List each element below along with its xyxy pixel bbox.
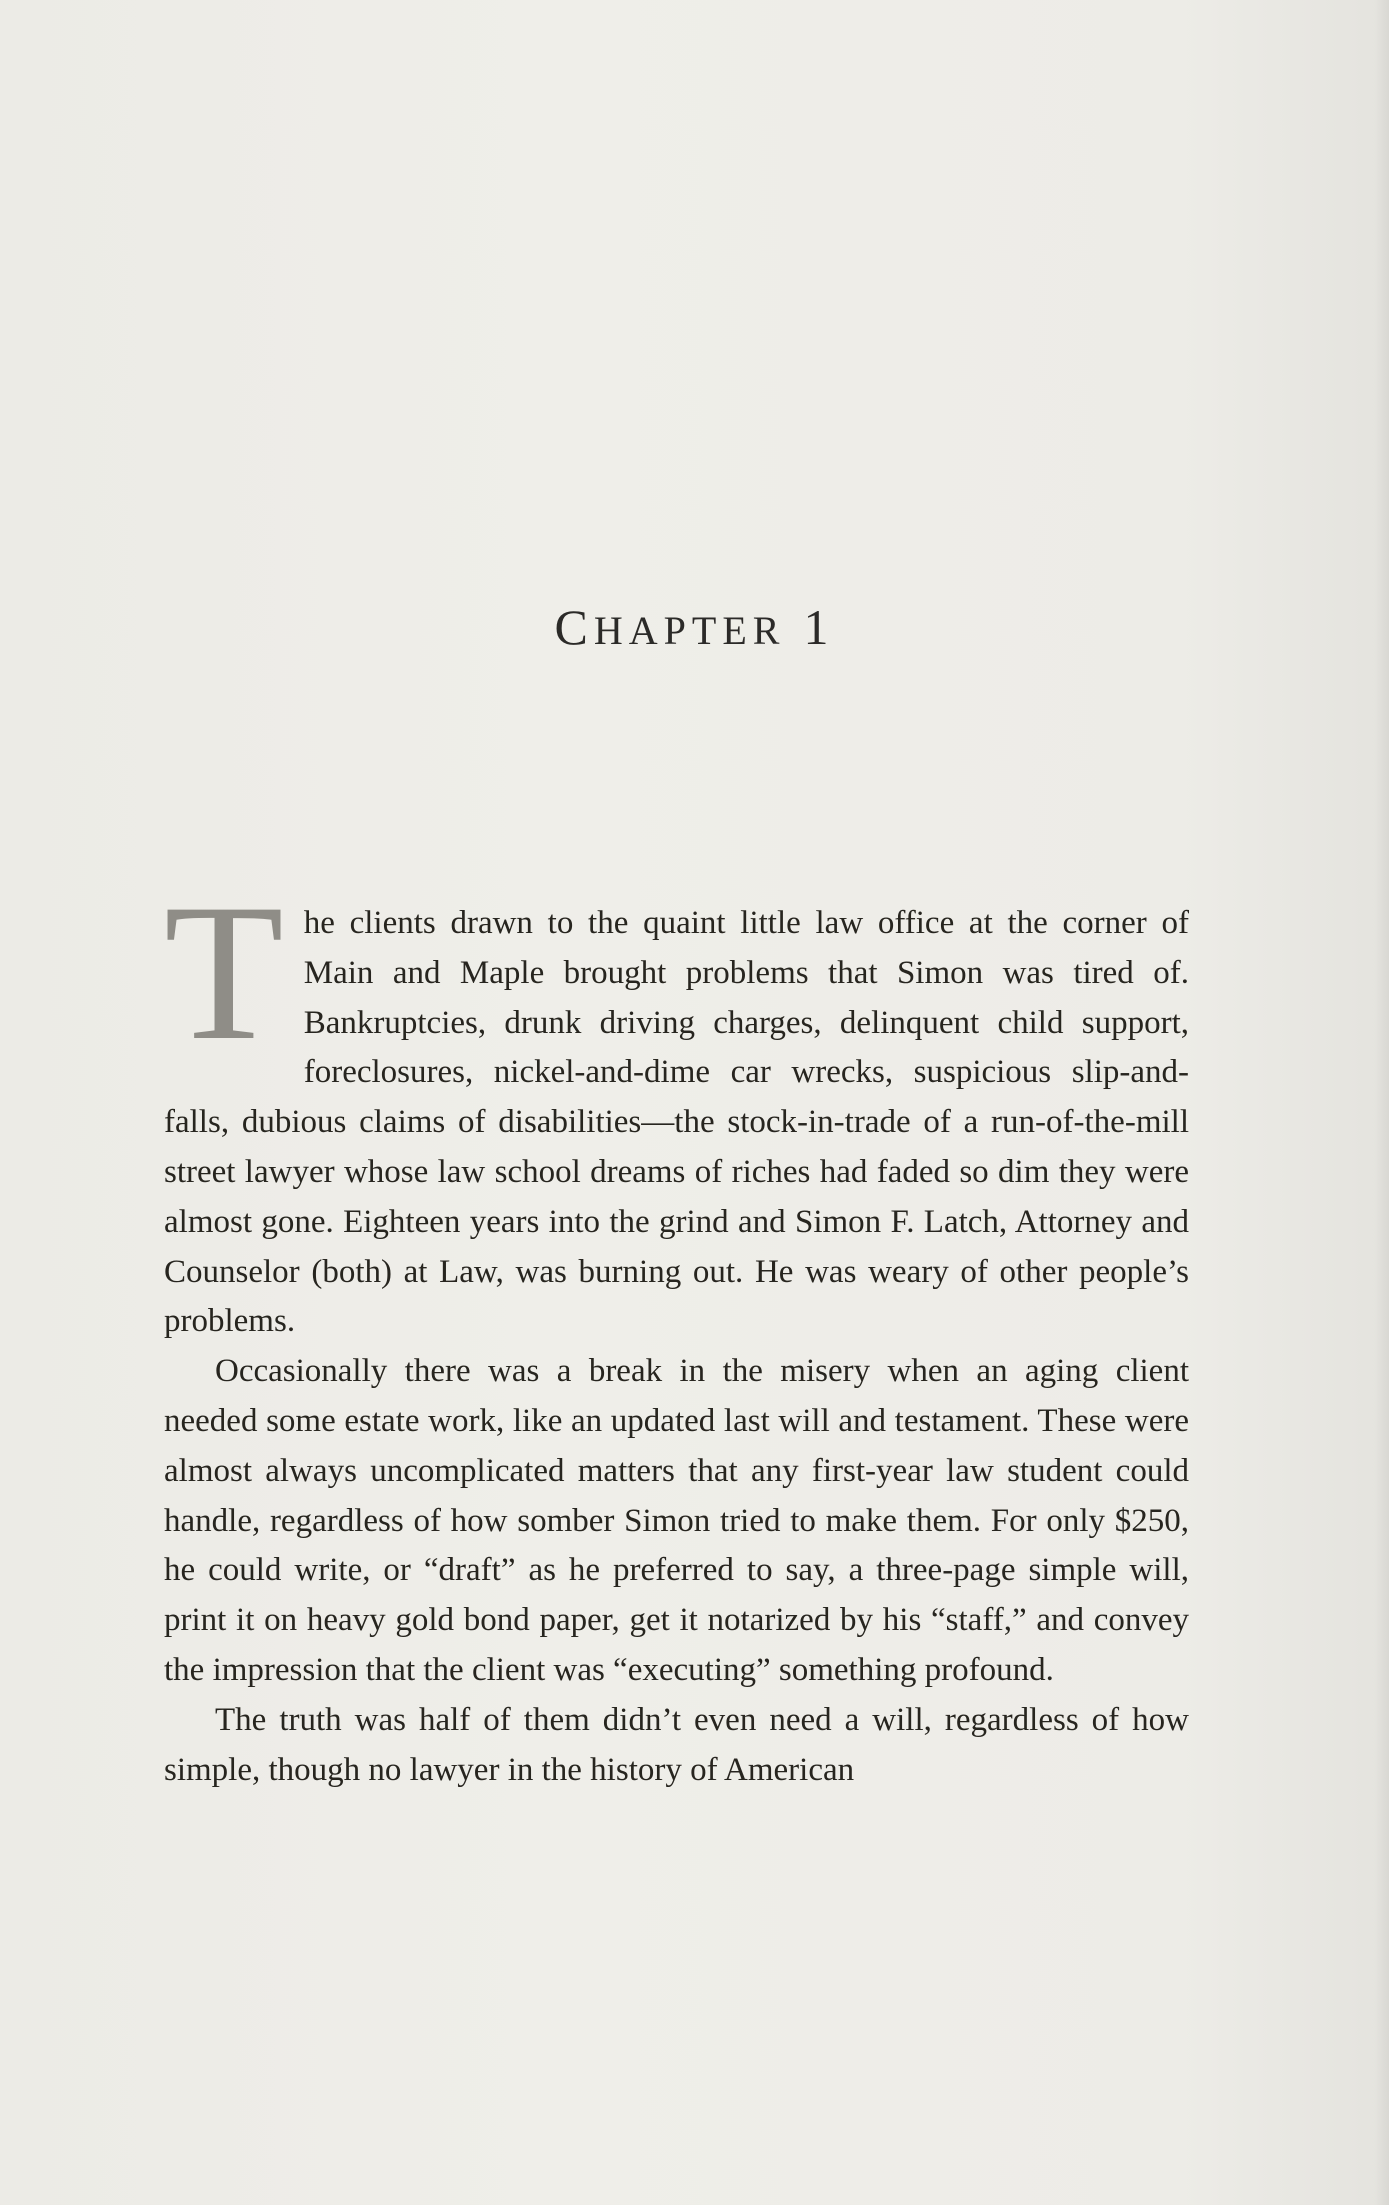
page-edge-shadow	[1375, 0, 1389, 2205]
paragraph-1-text: he clients drawn to the quaint little law office at the corner of Main and Maple brought problems that Simon was tired of. Bankruptcies, drunk driving charges, delinquent child support, foreclosures, nickel-and-dime car wrecks, suspicious slip-and-falls, dubious claims of disabilities—the stock-in-trade of a run-of-the-mill street lawyer whose law school dreams of riches had faded so dim they were almost gone. Eighteen years into the grind and Simon F. Latch, Attorney and Counselor (both) at Law, was burning out. He was weary of other people’s problems.	[164, 905, 1189, 1340]
chapter-title-word: HAPTER	[593, 608, 786, 653]
paragraph-1	[164, 864, 1189, 1347]
chapter-body	[164, 864, 1189, 1795]
paragraph-3: The truth was half of them didn’t even need a will, regardless of how simple, though no lawyer in the history of American	[164, 1701, 1189, 1788]
chapter-number: 1	[803, 599, 835, 655]
chapter-title-initial: C	[554, 599, 594, 655]
drop-cap: T	[164, 864, 284, 1081]
chapter-title	[0, 598, 1389, 656]
paragraph-2: Occasionally there was a break in the misery when an aging client needed some estate work, like an updated last will and testament. These were almost always uncomplicated matters that any first-year law student could handle, regardless of how somber Simon tried to make them. For only $250, he could write, or “draft” as he preferred to say, a three-page simple will, print it on heavy gold bond paper, get it notarized by his “staff,” and convey the impression that the client was “executing” something profound.	[164, 1353, 1189, 1688]
